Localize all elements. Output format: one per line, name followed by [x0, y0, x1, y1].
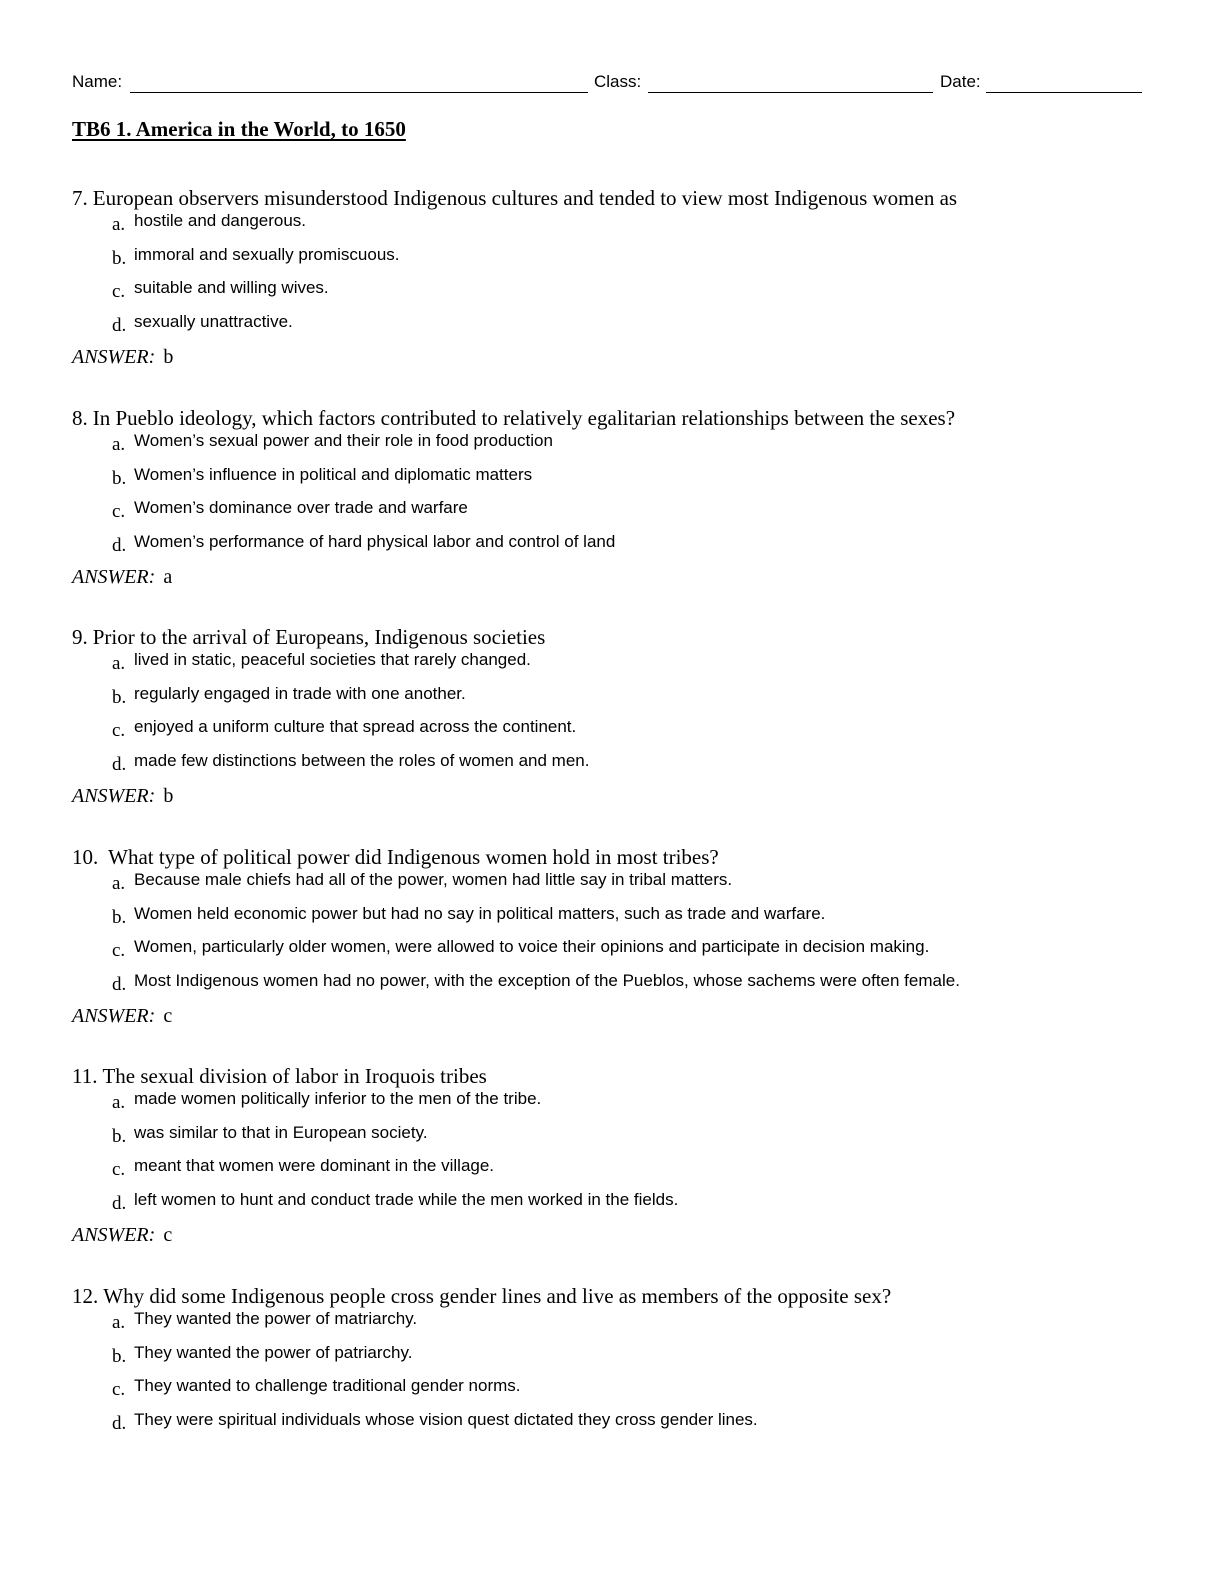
- choice-text: enjoyed a uniform culture that spread across the continent.: [134, 717, 577, 736]
- choice-a[interactable]: [112, 430, 1172, 464]
- answer-line: [72, 785, 1172, 808]
- answer-value: c: [163, 1005, 173, 1027]
- choice-text: regularly engaged in trade with one another.: [134, 683, 466, 703]
- answer-label: ANSWER:: [72, 1005, 156, 1027]
- answer-value: b: [163, 785, 174, 807]
- choice-text: They wanted the power of patriarchy.: [134, 1342, 413, 1362]
- choice-letter: c.: [112, 281, 126, 302]
- choice-text: lived in static, peaceful societies that rarely changed.: [134, 650, 531, 669]
- choice-letter: a.: [112, 873, 126, 894]
- question-12: [72, 1284, 1172, 1442]
- choice-text: made women politically inferior to the men of the tribe.: [134, 1089, 542, 1108]
- choice-a[interactable]: [112, 649, 1172, 683]
- header-row: [72, 72, 1144, 98]
- choice-d[interactable]: [112, 311, 1172, 345]
- choice-text: Women’s dominance over trade and warfare: [134, 498, 468, 517]
- question-text: European observers misunderstood Indigenous cultures and tended to view most Indigenous women as: [92, 186, 958, 210]
- choice-letter: a.: [112, 1312, 126, 1333]
- question-text: In Pueblo ideology, which factors contributed to relatively egalitarian relationships between the sexes?: [92, 406, 956, 430]
- question-number: 10.: [72, 845, 99, 869]
- choice-letter: b.: [112, 1125, 127, 1147]
- question-text: Prior to the arrival of Europeans, Indigenous societies: [92, 625, 546, 649]
- answer-label: ANSWER:: [72, 785, 156, 807]
- choice-letter: d.: [112, 314, 127, 336]
- choice-list: [112, 430, 1172, 564]
- answer-line: [72, 1005, 1172, 1028]
- choice-a[interactable]: [112, 1308, 1172, 1342]
- choice-letter: b.: [112, 686, 127, 708]
- choice-list: [112, 649, 1172, 783]
- choice-c[interactable]: [112, 936, 1172, 970]
- choice-letter: b.: [112, 247, 127, 269]
- date-label: Date:: [940, 72, 981, 91]
- answer-value: c: [163, 1224, 173, 1246]
- question-stem: [72, 845, 1172, 869]
- choice-letter: d.: [112, 1412, 127, 1434]
- answer-line: [72, 1224, 1172, 1247]
- choice-text: hostile and dangerous.: [134, 211, 307, 230]
- name-label: Name:: [72, 72, 123, 91]
- choice-list: [112, 1308, 1172, 1442]
- choice-b[interactable]: [112, 244, 1172, 278]
- choice-text: left women to hunt and conduct trade while the men worked in the fields.: [134, 1189, 679, 1209]
- question-stem: [72, 406, 1172, 430]
- question-9: [72, 625, 1172, 808]
- choice-text: Because male chiefs had all of the power, women had little say in tribal matters.: [134, 870, 733, 889]
- choice-list: [112, 210, 1172, 344]
- choice-d[interactable]: [112, 750, 1172, 784]
- answer-value: b: [163, 346, 174, 368]
- choice-letter: a.: [112, 1092, 126, 1113]
- name-field-line[interactable]: [130, 92, 588, 93]
- choice-letter: c.: [112, 720, 126, 741]
- choice-d[interactable]: [112, 970, 1172, 1004]
- question-number: 8.: [72, 406, 88, 430]
- choice-text: They were spiritual individuals whose vision quest dictated they cross gender lines.: [134, 1409, 758, 1429]
- choice-list: [112, 1088, 1172, 1222]
- choice-letter: c.: [112, 501, 126, 522]
- question-number: 7.: [72, 186, 88, 210]
- question-text: Why did some Indigenous people cross gender lines and live as members of the opposite sex?: [103, 1284, 892, 1308]
- question-stem: [72, 625, 1172, 649]
- class-field-line[interactable]: [648, 92, 933, 93]
- question-number: 9.: [72, 625, 88, 649]
- choice-text: immoral and sexually promiscuous.: [134, 244, 400, 264]
- choice-a[interactable]: [112, 869, 1172, 903]
- choice-text: made few distinctions between the roles of women and men.: [134, 750, 590, 770]
- choice-letter: c.: [112, 1159, 126, 1180]
- choice-text: meant that women were dominant in the village.: [134, 1156, 495, 1175]
- question-number: 12.: [72, 1284, 99, 1308]
- question-text: The sexual division of labor in Iroquois tribes: [102, 1064, 487, 1088]
- choice-text: Most Indigenous women had no power, with the exception of the Pueblos, whose sachems were often female.: [134, 970, 960, 990]
- question-text: What type of political power did Indigenous women hold in most tribes?: [103, 845, 719, 869]
- choice-d[interactable]: [112, 1409, 1172, 1443]
- choice-c[interactable]: [112, 1155, 1172, 1189]
- choice-letter: a.: [112, 434, 126, 455]
- choice-b[interactable]: [112, 1342, 1172, 1376]
- question-number: 11.: [72, 1064, 98, 1088]
- choice-letter: d.: [112, 973, 127, 995]
- choice-c[interactable]: [112, 277, 1172, 311]
- choice-letter: b.: [112, 467, 127, 489]
- choice-text: Women’s influence in political and diplomatic matters: [134, 464, 533, 484]
- choice-text: Women held economic power but had no say in political matters, such as trade and warfare.: [134, 903, 826, 923]
- choice-letter: a.: [112, 653, 126, 674]
- choice-letter: c.: [112, 940, 126, 961]
- choice-a[interactable]: [112, 1088, 1172, 1122]
- choice-c[interactable]: [112, 1375, 1172, 1409]
- choice-d[interactable]: [112, 1189, 1172, 1223]
- choice-text: sexually unattractive.: [134, 311, 293, 331]
- choice-text: They wanted the power of matriarchy.: [134, 1309, 418, 1328]
- date-field-line[interactable]: [986, 92, 1142, 93]
- choice-c[interactable]: [112, 497, 1172, 531]
- question-7: [72, 186, 1172, 369]
- choice-letter: d.: [112, 753, 127, 775]
- choice-b[interactable]: [112, 903, 1172, 937]
- choice-c[interactable]: [112, 716, 1172, 750]
- choice-letter: b.: [112, 1345, 127, 1367]
- choice-text: Women’s sexual power and their role in food production: [134, 431, 553, 450]
- answer-line: [72, 346, 1172, 369]
- question-8: [72, 406, 1172, 589]
- choice-letter: c.: [112, 1379, 126, 1400]
- choice-text: Women’s performance of hard physical labor and control of land: [134, 531, 616, 551]
- choice-text: They wanted to challenge traditional gender norms.: [134, 1376, 521, 1395]
- answer-label: ANSWER:: [72, 566, 156, 588]
- question-10: [72, 845, 1172, 1028]
- class-label: Class:: [594, 72, 642, 91]
- answer-line: [72, 566, 1172, 589]
- choice-d[interactable]: [112, 531, 1172, 565]
- choice-b[interactable]: [112, 464, 1172, 498]
- choice-a[interactable]: [112, 210, 1172, 244]
- choice-text: Women, particularly older women, were allowed to voice their opinions and participate in decision making.: [134, 937, 930, 956]
- answer-label: ANSWER:: [72, 1224, 156, 1246]
- choice-letter: a.: [112, 214, 126, 235]
- question-stem: [72, 1284, 1172, 1308]
- answer-label: ANSWER:: [72, 346, 156, 368]
- choice-b[interactable]: [112, 683, 1172, 717]
- choice-letter: d.: [112, 1192, 127, 1214]
- choice-letter: b.: [112, 906, 127, 928]
- choice-letter: d.: [112, 534, 127, 556]
- answer-value: a: [163, 566, 173, 588]
- document-title: TB6 1. America in the World, to 1650: [72, 117, 406, 141]
- question-stem: [72, 186, 1172, 210]
- choice-list: [112, 869, 1172, 1003]
- choice-text: suitable and willing wives.: [134, 278, 329, 297]
- choice-text: was similar to that in European society.: [134, 1122, 428, 1142]
- question-11: [72, 1064, 1172, 1247]
- question-stem: [72, 1064, 1172, 1088]
- choice-b[interactable]: [112, 1122, 1172, 1156]
